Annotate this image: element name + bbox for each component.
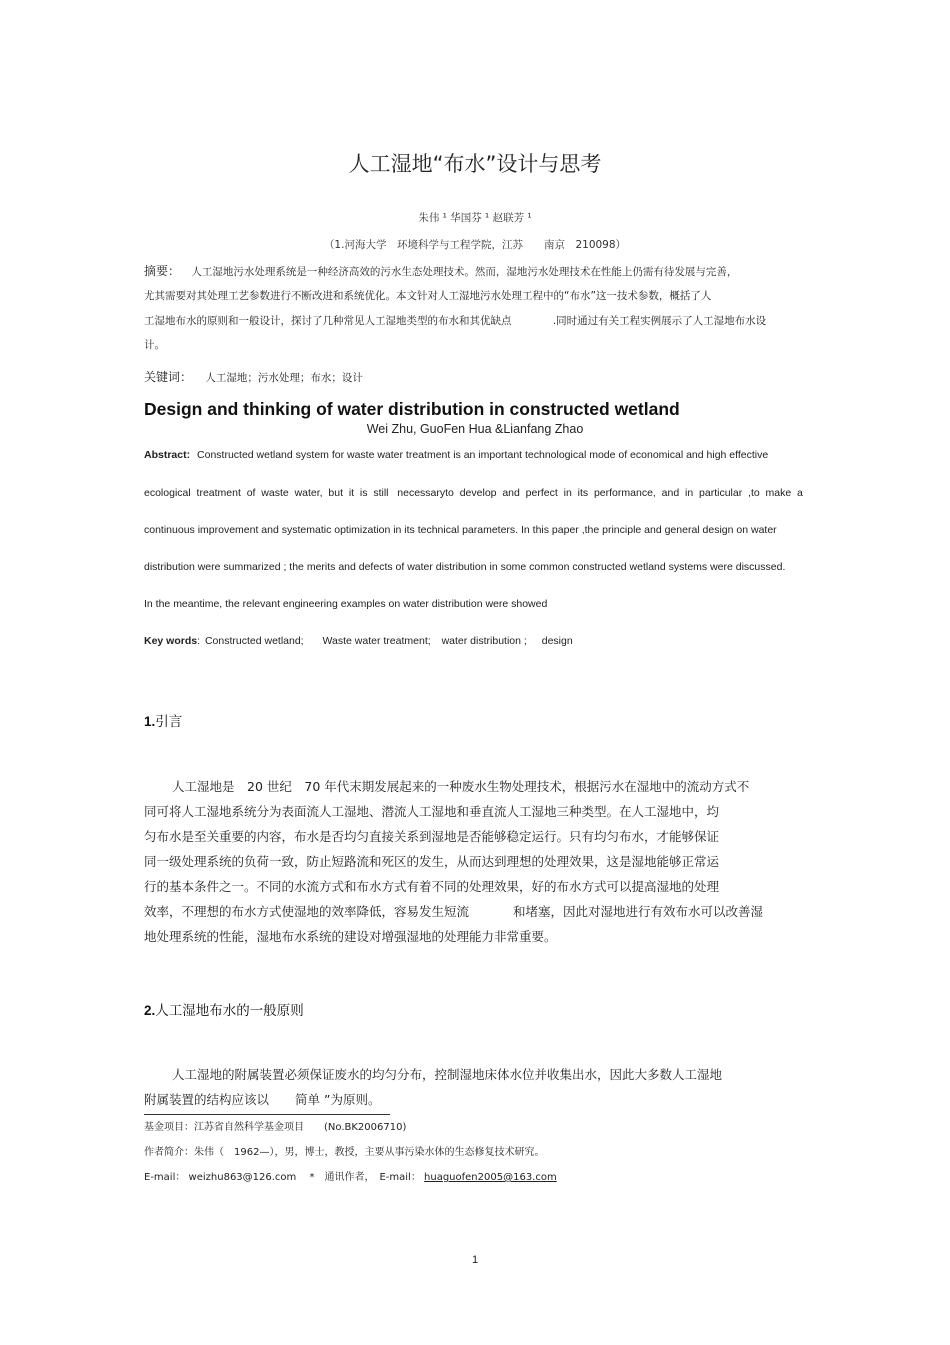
body-line: 地处理系统的性能，湿地布水系统的建设对增强湿地的处理能力非常重要。: [144, 929, 557, 944]
body-line: 同一级处理系统的负荷一致，防止短路流和死区的发生，从而达到理想的处理效果，这是湿地能够正常运: [144, 854, 720, 869]
zh-keywords-text: 人工湿地；污水处理；布水；设计: [205, 372, 363, 384]
zh-keywords-label: 关键词：: [144, 370, 193, 384]
body-line: [144, 902, 763, 920]
body-line: 人工湿地的附属装置必须保证废水的均匀分布，控制湿地床体水位并收集出水，因此大多数人工湿地: [172, 1067, 723, 1082]
body-line: 行的基本条件之一。不同的水流方式和布水方式有着不同的处理效果，好的布水方式可以提高湿地的处理: [144, 879, 720, 894]
en-abstract-line-5: In the meantime, the relevant engineering examples on water distribution were showed: [144, 598, 548, 610]
body-line: 同可将人工湿地系统分为表面流人工湿地、潜流人工湿地和垂直流人工湿地三种类型。在人工湿地中，均: [144, 804, 720, 819]
en-keyword: water distribution ;: [441, 635, 527, 647]
section-number: 1.: [144, 714, 156, 729]
en-keywords-label: Key words: [144, 635, 198, 647]
footnote-divider: [144, 1114, 390, 1115]
zh-abstract-text: .同时通过有关工程实例展示了人工湿地布水设: [552, 315, 767, 327]
en-title: Design and thinking of water distribution in constructed wetland: [144, 399, 680, 419]
en-keyword: Constructed wetland;: [204, 635, 304, 647]
en-abstract-line-4: distribution were summarized ; the merits and defects of water distribution in some common constructed wetland systems were discussed.: [144, 561, 786, 573]
zh-abstract-line-2: 尤其需要对其处理工艺参数进行不断改进和系统优化。本文针对人工湿地污水处理工程中的“布水”这一技术参数，概括了人: [144, 290, 712, 302]
zh-abstract-line-5: 计。: [144, 339, 165, 351]
section-title: 人工湿地布水的一般原则: [155, 1003, 304, 1019]
body-line: [144, 1090, 380, 1108]
en-abstract-line-1: [144, 449, 768, 461]
body-text: 附属装置的结构应该以: [144, 1092, 270, 1107]
page-number: 1: [471, 1254, 479, 1266]
zh-abstract-label: 摘要：: [144, 264, 181, 278]
email-label: E-mail：: [144, 1172, 186, 1183]
footnote-email: [144, 1168, 557, 1183]
zh-abstract-line-3: [144, 313, 766, 328]
section-2-heading: [144, 999, 304, 1019]
body-text: 效率，不理想的布水方式使湿地的效率降低，容易发生短流: [144, 904, 470, 919]
paper-title: 人工湿地“布水”设计与思考: [348, 152, 602, 176]
section-number: 2.: [144, 1003, 156, 1018]
zh-abstract-text: 人工湿地污水处理系统是一种经济高效的污水生态处理技术。然而，湿地污水处理技术在性能上仍需有待发展与完善，: [191, 266, 738, 278]
en-abstract-line-2: ecological treatment of waste water, but it is still necessaryto develop and perfect in its performance, and in particular ,to make a: [144, 487, 803, 499]
body-line: 匀布水是至关重要的内容，布水是否均匀直接关系到湿地是否能够稳定运行。只有均匀布水，才能够保证: [144, 829, 720, 844]
corresponding-note: * 通讯作者， E-mail：: [309, 1172, 421, 1183]
email-link[interactable]: huaguofen2005@163.com: [424, 1172, 557, 1183]
footnote-fund: 基金项目：江苏省自然科学基金项目 (No.BK2006710): [144, 1122, 407, 1133]
zh-abstract-line-1: [144, 262, 737, 279]
body-line: 人工湿地是 20 世纪 70 年代末期发展起来的一种废水生物处理技术，根据污水在湿地中的流动方式不: [172, 779, 750, 794]
affiliation: （1.河海大学 环境科学与工程学院，江苏 南京 210098）: [323, 239, 627, 251]
email-address: weizhu863@126.com: [188, 1172, 297, 1183]
section-1-heading: [144, 710, 182, 730]
zh-abstract-text: 工湿地布水的原则和一般设计，探讨了几种常见人工湿地类型的布水和其优缺点: [144, 315, 512, 327]
en-abstract-line-3: continuous improvement and systematic optimization in its technical parameters. In this paper ,the principle and general design on water: [144, 524, 777, 536]
en-author-list: Wei Zhu, GuoFen Hua &Lianfang Zhao: [366, 422, 584, 436]
author-list: 朱伟 ¹ 华国芬 ¹ 赵联芳 ¹: [418, 212, 532, 224]
en-keyword: Waste water treatment;: [322, 635, 431, 647]
section-title: 引言: [155, 714, 183, 730]
body-text: 和堵塞，因此对湿地进行有效布水可以改善湿: [513, 904, 764, 919]
en-abstract-label: Abstract:: [144, 449, 191, 461]
en-keywords: Key words: Constructed wetland; Waste water treatment; water distribution ; design: [144, 635, 573, 647]
en-keyword: design: [541, 635, 573, 647]
en-abstract-text: Constructed wetland system for waste water treatment is an important technological mode of economical and high effective: [197, 449, 769, 461]
footnote-author-intro: 作者简介：朱伟（ 1962—），男，博士，教授，主要从事污染水体的生态修复技术研究。: [144, 1147, 545, 1158]
body-text: 简单 ”为原则。: [295, 1092, 381, 1107]
zh-keywords: [144, 368, 363, 385]
